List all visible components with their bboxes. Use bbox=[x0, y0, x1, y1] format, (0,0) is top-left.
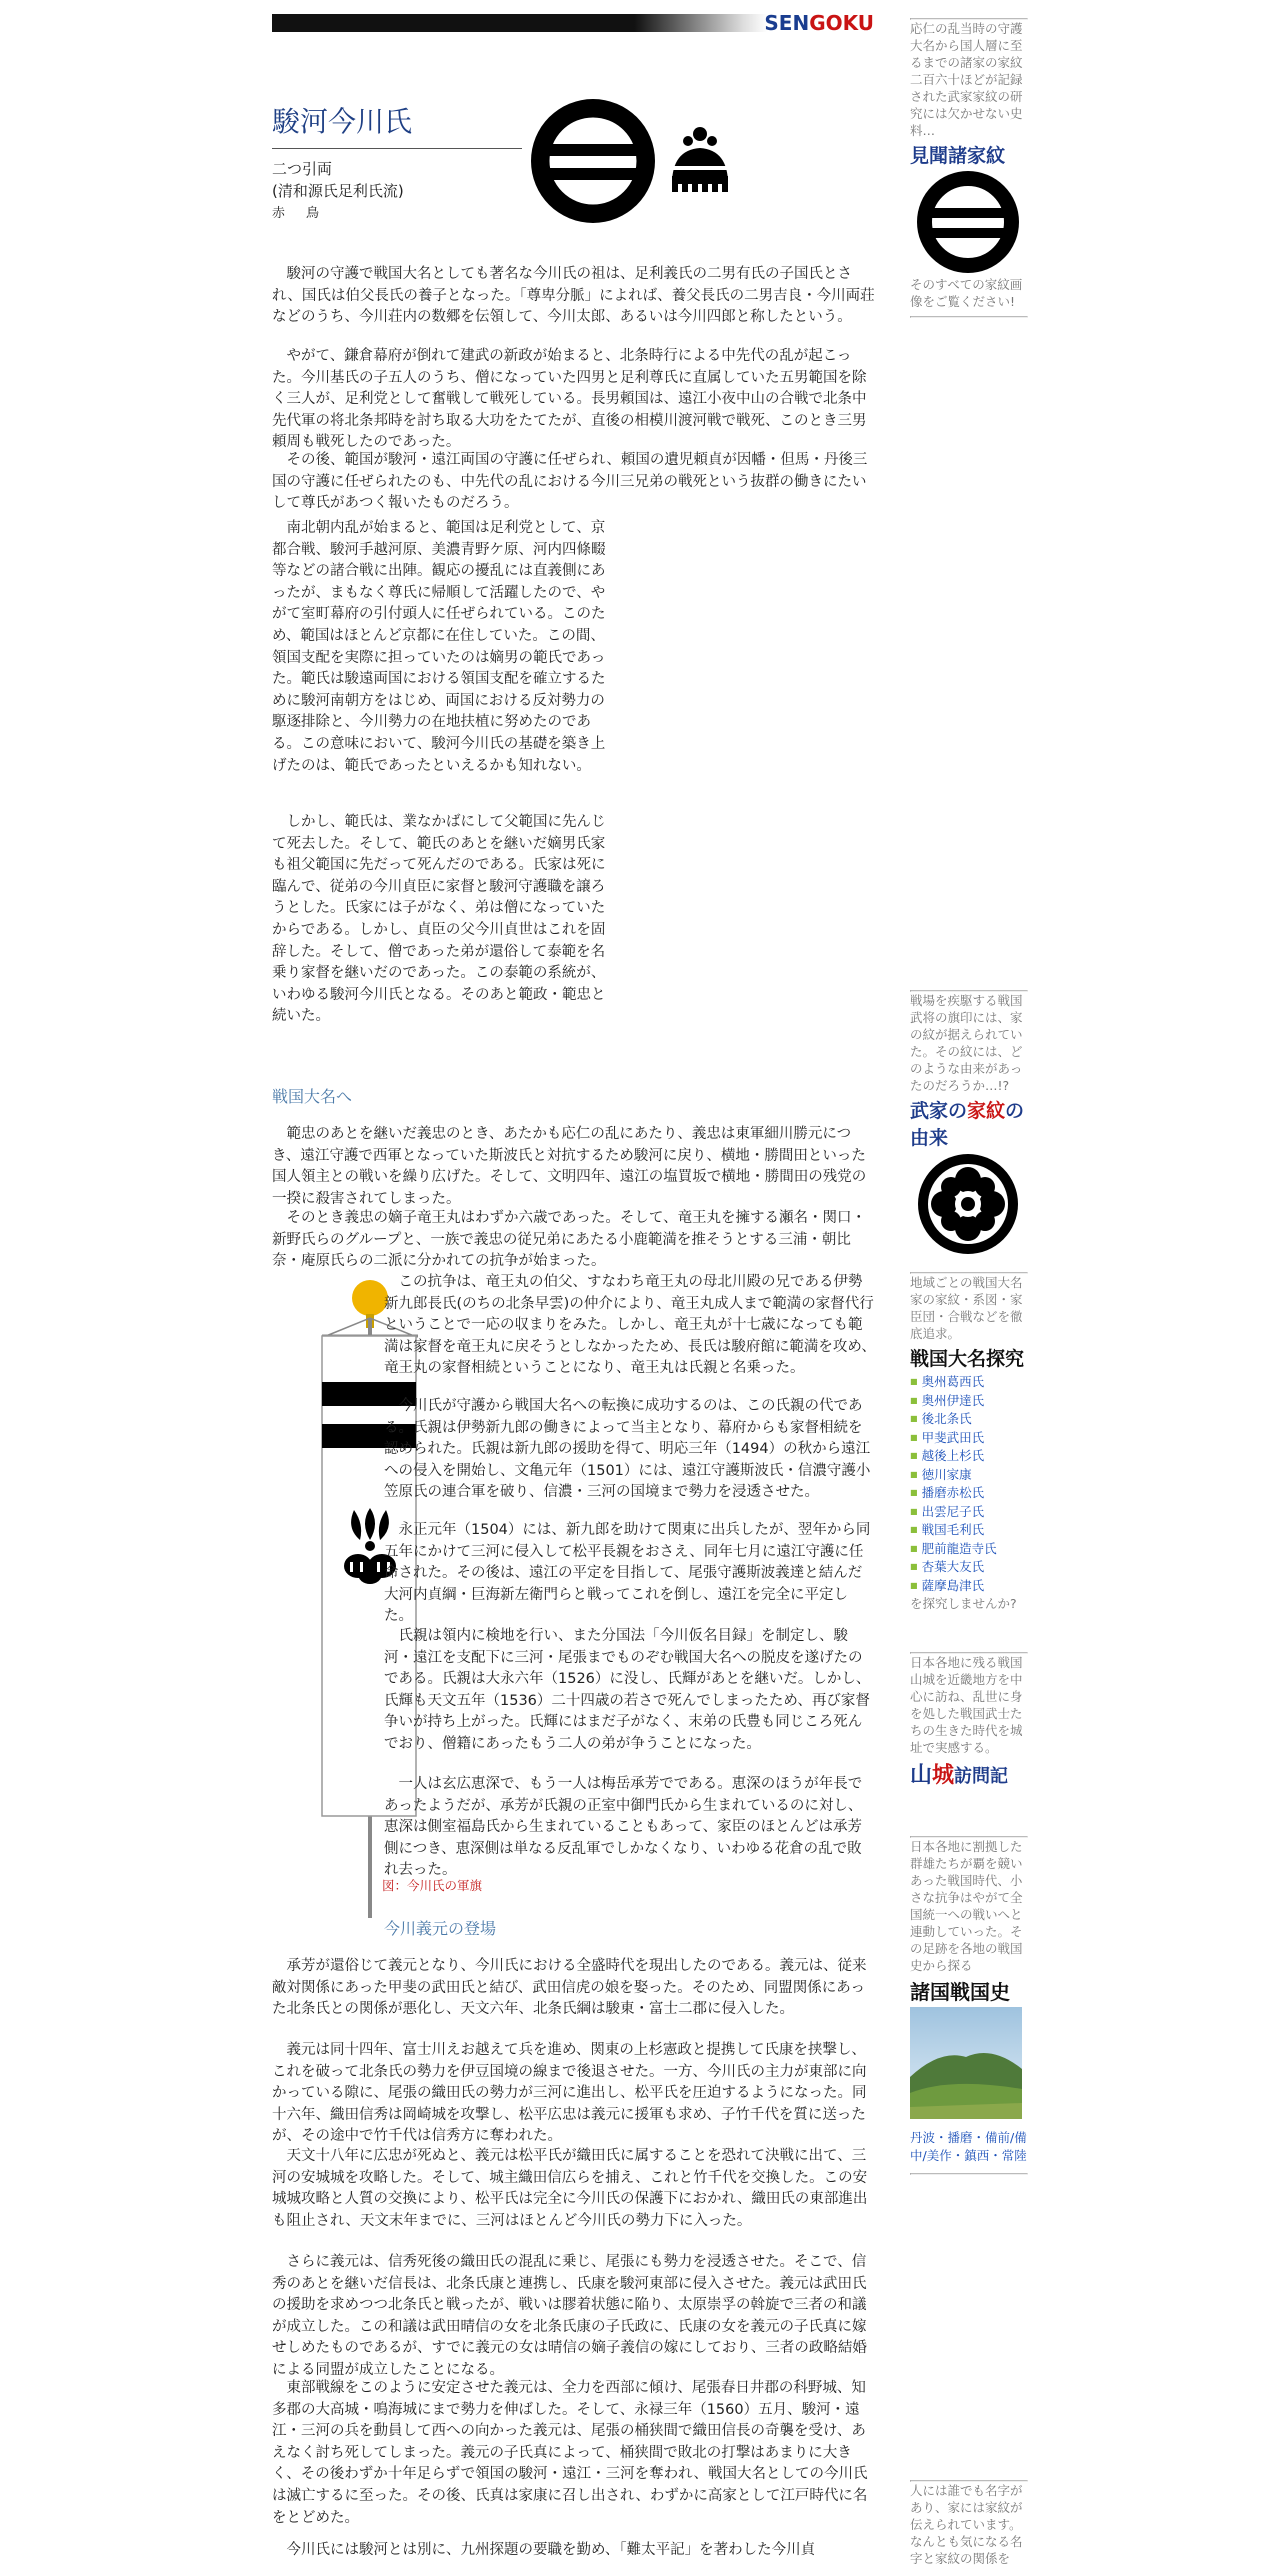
site-logo[interactable]: SENGOKU bbox=[764, 11, 874, 35]
clan-link[interactable]: ■ 甲斐武田氏 bbox=[910, 1429, 1028, 1448]
clan-link[interactable]: ■ 杏葉大友氏 bbox=[910, 1558, 1028, 1577]
paragraph-3: その後、範国が駿河・遠江両国の守護に任ぜられ、頼国の遺児頼貞が因幡・但馬・丹後三国の守護に任ぜられたのも、中先代の乱における今川三兄弟の戦死という抜群の働きにたいして尊氏があつく報いたものだろう。 bbox=[272, 452, 868, 512]
clan-link[interactable]: ■ 肥前龍造寺氏 bbox=[910, 1540, 1028, 1559]
sidebar-box-shokoku-links[interactable]: 丹波・播磨・備前/備中/美作・鎮西・常陸 bbox=[910, 2130, 1027, 2163]
paragraph-4: 南北朝内乱が始まると、範国は足利党として、京都合戦、駿河手越河原、美濃青野ケ原、河内四條畷等などの諸合戦に出陣。観応の擾乱には直義側にあったが、まもなく尊氏に帰順して活躍したので、やがて室町幕府の引付頭人に任ぜられている。このため、範国はほとんど京都に在住していた。この間、領国支配を実際に担っていたのは嫡男の範氏であった。範氏は駿遠両国における領国支配を確立するために駿河南朝方をはじめ、両国における反対勢力の駆逐排除と、今川勢力の在地扶植に努めたのである。この意味において、駿河今川氏の基礎を築き上げたのは、範氏であったといえるかも知れない。 bbox=[272, 520, 606, 774]
paragraph-5: しかし、範氏は、業なかばにして父範国に先んじて死去した。そして、範氏のあとを継いだ嫡男氏家も祖父範国に先だって死んだのである。氏家は死に臨んで、従弟の今川貞臣に家督と駿河守護職を譲ろうとした。氏家には子がなく、弟は僧になっていたからである。しかし、貞臣の父今川貞世はこれを固辞した。そして、僧であった弟が還俗して泰範を名乗り家督を継いだのであった。この泰範の系統が、いわゆる駿河今川氏となる。そのあと範政・範忠と続いた。 bbox=[272, 814, 606, 1025]
sidebar-box-shokoku-heading[interactable]: 諸国戦国史 bbox=[910, 1980, 1010, 2004]
clan-link[interactable]: ■ 薩摩島津氏 bbox=[910, 1577, 1028, 1596]
sidebar-box-daimyo-heading[interactable]: 戦国大名探究 bbox=[910, 1348, 1025, 1370]
crest-name: 二つ引両 bbox=[272, 160, 333, 178]
castle-landscape-photo[interactable] bbox=[910, 2007, 1022, 2119]
sidebar-box-kamon-origin[interactable] bbox=[910, 990, 1028, 1256]
paragraph-13: 承芳が還俗じて義元となり、今川氏における全盛時代を現出したのである。義元は、従来敵対関係にあった甲斐の武田氏と結び、武田信虎の娘を娶った。そのため、同盟関係にあった北条氏との関係が悪化し、天文六年、北条氏綱は駿東・富士二郡に侵入した。 bbox=[272, 1958, 867, 2018]
paragraph-8: この抗争は、竜王丸の伯父、すなわち竜王丸の母北川殿の兄である伊勢新九郎長氏(のちの北条早雲)の仲介により、竜王丸成人まで範満の家督代行ということで一応の収まりをみた。しかし、竜王丸が十七歳になっても範満は家督を竜王丸に戻そうとしなかったため、長氏は駿府館に範満を攻め、竜王丸の家督相続ということになり、竜王丸は氏親と名乗った。 bbox=[384, 1274, 876, 1377]
clan-link[interactable]: ■ 越後上杉氏 bbox=[910, 1447, 1028, 1466]
paragraph-18: 今川氏には駿河とは別に、九州探題の要職を勤め、「難太平記」を著わした今川貞 bbox=[286, 2542, 816, 2558]
clan-link[interactable]: ■ 奥州伊達氏 bbox=[910, 1392, 1028, 1411]
sidebar-box-yamajiro[interactable] bbox=[910, 1652, 1028, 1791]
red-bird-crest-icon bbox=[664, 126, 736, 192]
paragraph-6: 範忠のあとを継いだ義忠のとき、あたかも応仁の乱にあたり、義忠は東軍細川勝元につき、遠江守護で西軍となっていた斯波氏と対抗するため駿河に戻り、横地・勝間田といった国人領主との戦いを繰り広げた。そして、文明四年、遠江の塩買坂で横地・勝間田の残党の一揆に殺害されてしまった。 bbox=[272, 1126, 867, 1207]
sidebar-box-shokoku-text: 日本各地に割拠した群雄たちが覇を競いあった戦国時代、小さな抗争はやがて全国統一への戦いへと連動していった。その足跡を各地の戦国史から探る bbox=[910, 1839, 1023, 1973]
paragraph-10: 永正元年（1504）には、新九郎を助けて関東に出兵したが、翌年から同五年にかけて三河に侵入して松平長親をおさえ、同年七月に遠江守護に任命された。その後は、遠江の平定を目指して、尾張守護斯波義達と結んだ大河内貞綱・巨海新左衛門らと戦ってこれを倒し、遠江を完全に平定した。 bbox=[384, 1522, 871, 1625]
main-content bbox=[272, 0, 882, 2568]
clan-link[interactable]: ■ 戦国毛利氏 bbox=[910, 1521, 1028, 1540]
section-heading-yoshimoto: 今川義元の登場 bbox=[384, 1919, 497, 1938]
lineage: (清和源氏足利氏流) bbox=[272, 182, 404, 200]
sidebar-box-kenmon-text2: そのすべての家紋画像をご覧ください! bbox=[910, 277, 1023, 309]
clan-link[interactable]: ■ 出雲尼子氏 bbox=[910, 1503, 1028, 1522]
paragraph-17: 東部戦線をこのように安定させた義元は、全力を西部に傾け、尾張春日井郡の科野城、知多郡の大高城・鳴海城にまで勢力を伸ばした。そして、永禄三年（1560）五月、駿河・遠江・三河の兵を動員して西への向かった義元は、尾張の桶狭間で織田信長の奇襲を受け、あえなく討ち死してしまった。義元の子氏真によって、桶狭間で敗北の打撃はあまりに大きく、その後わずか十年足らずで領国の駿河・遠江・三河を奪われ、戦国大名としての今川氏は滅亡するに至った。その後、氏真は家康に召し出され、わずかに高家として江戸時代に名をとどめた。 bbox=[272, 2380, 868, 2526]
sidebar-box-daimyo-text: 地域ごとの戦国大名家の家紋・系図・家臣団・合戦などを徹底追求。 bbox=[910, 1275, 1023, 1341]
banner-caption: 図：今川氏の軍旗 bbox=[382, 1878, 483, 1893]
sidebar-box-daimyo[interactable] bbox=[910, 1272, 1028, 1612]
sidebar bbox=[910, 0, 1028, 2568]
clan-link[interactable]: ■ 播磨赤松氏 bbox=[910, 1484, 1028, 1503]
page-title: 駿河今川氏 bbox=[272, 105, 413, 138]
header-bar bbox=[272, 11, 876, 35]
section-heading-sengoku: 戦国大名へ bbox=[272, 1087, 353, 1106]
sidebar-divider bbox=[910, 2173, 1028, 2175]
alt-crest-name: 赤 鳥 bbox=[272, 206, 324, 221]
sidebar-box-kamon-heading[interactable]: 武家の家紋の由来 bbox=[910, 1100, 1025, 1149]
sidebar-box-myoji-text: 人には誰でも名字があり、家には家紋が伝えられています。なんとも気になる名字と家紋の関係を bbox=[910, 2483, 1023, 2566]
hikiryo-crest-icon bbox=[530, 98, 656, 224]
paragraph-14: 義元は同十四年、富士川えお越えて兵を進め、関東の上杉憲政と提携して氏康を挟撃し、これを破って北条氏の勢力を伊豆国境の線まで後退させた。一方、今川氏の主力が東部に向かっている隙に、尾張の織田氏の勢力が三河に進出し、松平氏を圧迫するようになった。同十六年、織田信秀は岡崎城を攻撃し、松平広忠は義元に援軍も求め、子竹千代を質に送ったが、その途中で竹千代は信秀方に奪われた。 bbox=[272, 2042, 867, 2145]
sidebar-box-kenmon[interactable] bbox=[910, 18, 1028, 318]
paragraph-2: やがて、鎌倉幕府が倒れて建武の新政が始まると、北条時行による中先代の乱が起こった。今川基氏の子五人のうち、僧になっていた四男と足利尊氏に直属していた五男範国を除く三人が、足利党として奮戦して戦死している。長男頼国は、遠江小夜中山の合戦で北条中先代軍の将北条邦時を討ち取る大功をたてたが、直後の相模川渡河戦で戦死、このとき三男頼周も戦死したのであった。 bbox=[272, 348, 867, 451]
sidebar-box-shokoku[interactable] bbox=[910, 1836, 1028, 2175]
clan-link[interactable]: ■ 奥州葛西氏 bbox=[910, 1373, 1028, 1392]
clan-link-list bbox=[910, 1373, 1028, 1595]
hikiryo-crest-icon[interactable] bbox=[916, 170, 1020, 274]
sidebar-box-myoji[interactable] bbox=[910, 2480, 1028, 2567]
paragraph-9: 今川氏が守護から戦国大名への転換に成功するのは、この氏親の代である。氏親は伊勢新九郎の働きによって当主となり、幕府からも家督相続を認められた。氏親は新九郎の援助を得て、明応三年（1494）の秋から遠江への侵入を開始し、文亀元年（1501）には、遠江守護斯波氏・信濃守護小笠原氏の連合軍を破り、信濃・三河の国境まで勢力を浸透させた。 bbox=[384, 1398, 871, 1501]
title-divider bbox=[272, 148, 522, 149]
paragraph-15: 天文十八年に広忠が死ぬと、義元は松平氏が織田氏に属することを恐れて決戦に出て、三河の安城城を攻略した。そして、城主織田信広らを捕え、これと竹千代を交換した。この安城城攻略と人質の交換により、松平氏は完全に今川氏の保護下におかれ、織田氏の東部進出も阻止され、天文末年までに、三河はほとんど今川氏の勢力下に入った。 bbox=[272, 2148, 868, 2229]
sidebar-box-kenmon-text: 応仁の乱当時の守護大名から国人層に至るまでの諸家の家紋 二百六十ほどが記録された武家家紋の研究には欠かせない史料… bbox=[910, 21, 1023, 138]
sidebar-box-daimyo-tail: を探究しませんか? bbox=[910, 1596, 1017, 1611]
paragraph-11: 氏親は領内に検地を行い、また分国法「今川仮名目録」を制定し、駿河・遠江を支配下に三河・尾張までものぞむ戦国大名への脱皮を遂げたのである。氏親は大永六年（1526）に没し、氏輝があとを継いだ。しかし、氏輝も天文五年（1536）二十四歳の若さで死んでしまったため、再び家督争いが持ち上がった。氏輝にはまだ子がなく、末弟の氏豊も同じころ死んでおり、僧籍にあったもう二人の弟が争うことになった。 bbox=[384, 1628, 871, 1752]
mokko-crest-icon[interactable] bbox=[916, 1152, 1020, 1256]
sidebar-box-yamajiro-heading[interactable]: 山城訪問記 bbox=[910, 1763, 1009, 1788]
paragraph-7: そのとき義忠の嫡子竜王丸はわずか六歳であった。そして、竜王丸を擁する瀬名・関口・新野氏らのグループと、一族で義忠の従兄弟にあたる小鹿範満を推そうとする三浦・朝比奈・庵原氏らの二派に分かれての抗争が始まった。 bbox=[272, 1210, 867, 1270]
paragraph-16: さらに義元は、信秀死後の織田氏の混乱に乗じ、尾張にも勢力を浸透させた。そこで、信秀のあとを継いだ信長は、北条氏康と連携し、氏康を駿河東部に侵入させた。義元は武田氏の援助を求めつつ北条氏と戦ったが、戦いは膠着状態に陥り、太原崇孚の斡旋で三者の和議が成立した。この和議は武田晴信の女を北条氏康の子氏政に、氏康の女を義元の子氏真に嫁せしめたものであるが、すでに義元の女は晴信の嫡子義信の嫁にしており、三者の政略結婚による同盟が成立したことになる。 bbox=[272, 2254, 867, 2378]
sidebar-box-kenmon-heading[interactable]: 見聞諸家紋 bbox=[910, 145, 1006, 167]
paragraph-1: 駿河の守護で戦国大名としても著名な今川氏の祖は、足利義氏の二男有氏の子国氏とされ、国氏は伯父長氏の養子となった。「尊卑分脈」によれば、養父長氏の二男吉良・今川両荘などのうち、今川荘内の数郷を伝領して、今川太郎、あるいは今川四郎と称したという。 bbox=[272, 266, 875, 326]
sidebar-box-yamajiro-text: 日本各地に残る戦国山城を近畿地方を中心に訪ね、乱世に身を処した戦国武士たちの生きた時代を城址で実感する。 bbox=[910, 1655, 1023, 1755]
sidebar-box-kamon-text: 戦場を疾駆する戦国武将の旗印には、家の紋が据えられていた。その紋には、どのような由来があったのだろうか…!? bbox=[910, 993, 1023, 1093]
clan-link[interactable]: ■ 後北条氏 bbox=[910, 1410, 1028, 1429]
sidebar-divider bbox=[910, 316, 1028, 318]
paragraph-12: 一人は玄広恵深で、もう一人は梅岳承芳でである。恵深のほうが年長であったようだが、承芳が氏親の正室中御門氏から生まれているのに対し、恵深は側室福島氏から生まれていることもあって、家臣のほとんどは承芳側につき、恵深側は単なる反乱軍でしかなくなり、いわゆる花倉の乱で敗れ去った。 bbox=[384, 1776, 863, 1879]
clan-link[interactable]: ■ 徳川家康 bbox=[910, 1466, 1028, 1485]
